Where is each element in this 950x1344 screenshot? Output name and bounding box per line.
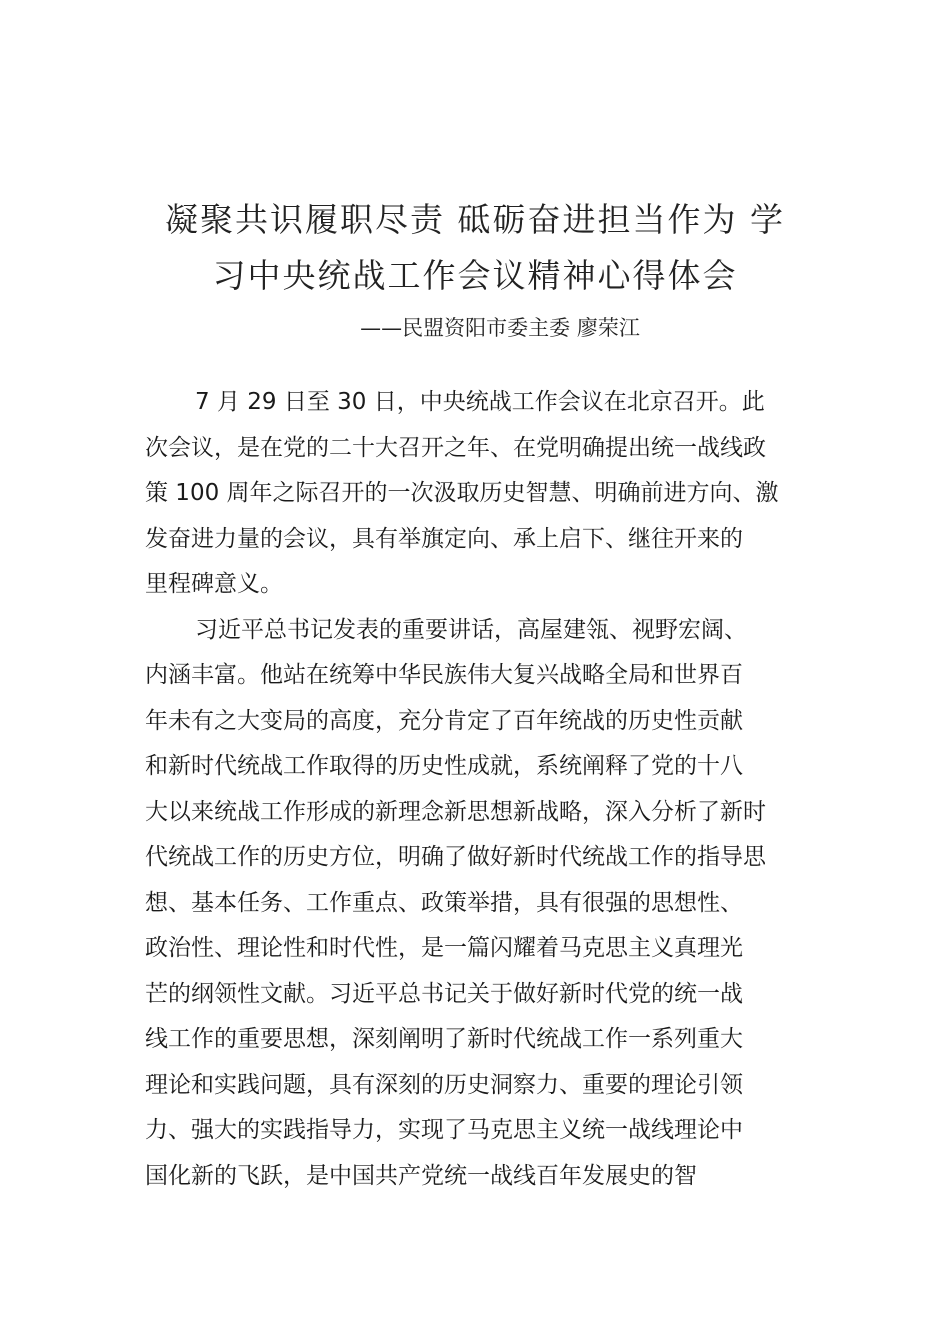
paragraph-line: 力、强大的实践指导力，实现了马克思主义统一战线理论中 xyxy=(145,1117,743,1143)
paragraph-line: 次会议，是在党的二十大召开之年、在党明确提出统一战线政 xyxy=(145,434,766,461)
paragraph-line: 政治性、理论性和时代性，是一篇闪耀着马克思主义真理光 xyxy=(145,935,743,961)
paragraph-line: 想、基本任务、工作重点、政策举措，具有很强的思想性、 xyxy=(145,889,743,916)
paragraph-2 xyxy=(145,608,835,1200)
paragraph-line: 里程碑意义。 xyxy=(145,571,283,597)
paragraph-1 xyxy=(145,380,835,608)
paragraph-line: 内涵丰富。他站在统筹中华民族伟大复兴战略全局和世界百 xyxy=(145,662,743,688)
title-line-1: 凝聚共识履职尽责 砥砺奋进担当作为 学 xyxy=(165,200,785,239)
paragraph-line: 芒的纲领性文献。习近平总书记关于做好新时代党的统一战 xyxy=(145,980,743,1007)
document-title xyxy=(120,192,830,304)
document-body xyxy=(145,380,835,1199)
paragraph-line: 发奋进力量的会议，具有举旗定向、承上启下、继往开来的 xyxy=(145,525,743,552)
paragraph-line: 国化新的飞跃，是中国共产党统一战线百年发展史的智 xyxy=(145,1162,697,1189)
paragraph-line: 策 100 周年之际召开的一次汲取历史智慧、明确前进方向、激 xyxy=(145,480,779,506)
paragraph-line: 代统战工作的历史方位，明确了做好新时代统战工作的指导思 xyxy=(145,844,766,870)
paragraph-line: 年未有之大变局的高度，充分肯定了百年统战的历史性贡献 xyxy=(145,707,743,734)
title-line-2: 习中央统战工作会议精神心得体会 xyxy=(212,256,738,295)
paragraph-line: 和新时代统战工作取得的历史性成就，系统阐释了党的十八 xyxy=(145,753,743,779)
paragraph-line: 理论和实践问题，具有深刻的历史洞察力、重要的理论引领 xyxy=(145,1071,743,1098)
paragraph-line: 线工作的重要思想，深刻阐明了新时代统战工作一系列重大 xyxy=(145,1026,743,1052)
paragraph-line: 大以来统战工作形成的新理念新思想新战略，深入分析了新时 xyxy=(145,798,766,825)
paragraph-line: 7 月 29 日至 30 日，中央统战工作会议在北京召开。此 xyxy=(195,389,765,415)
author-byline: ——民盟资阳市委主委 廖荣江 xyxy=(360,316,640,340)
paragraph-line: 习近平总书记发表的重要讲话，高屋建瓴、视野宏阔、 xyxy=(195,616,747,643)
